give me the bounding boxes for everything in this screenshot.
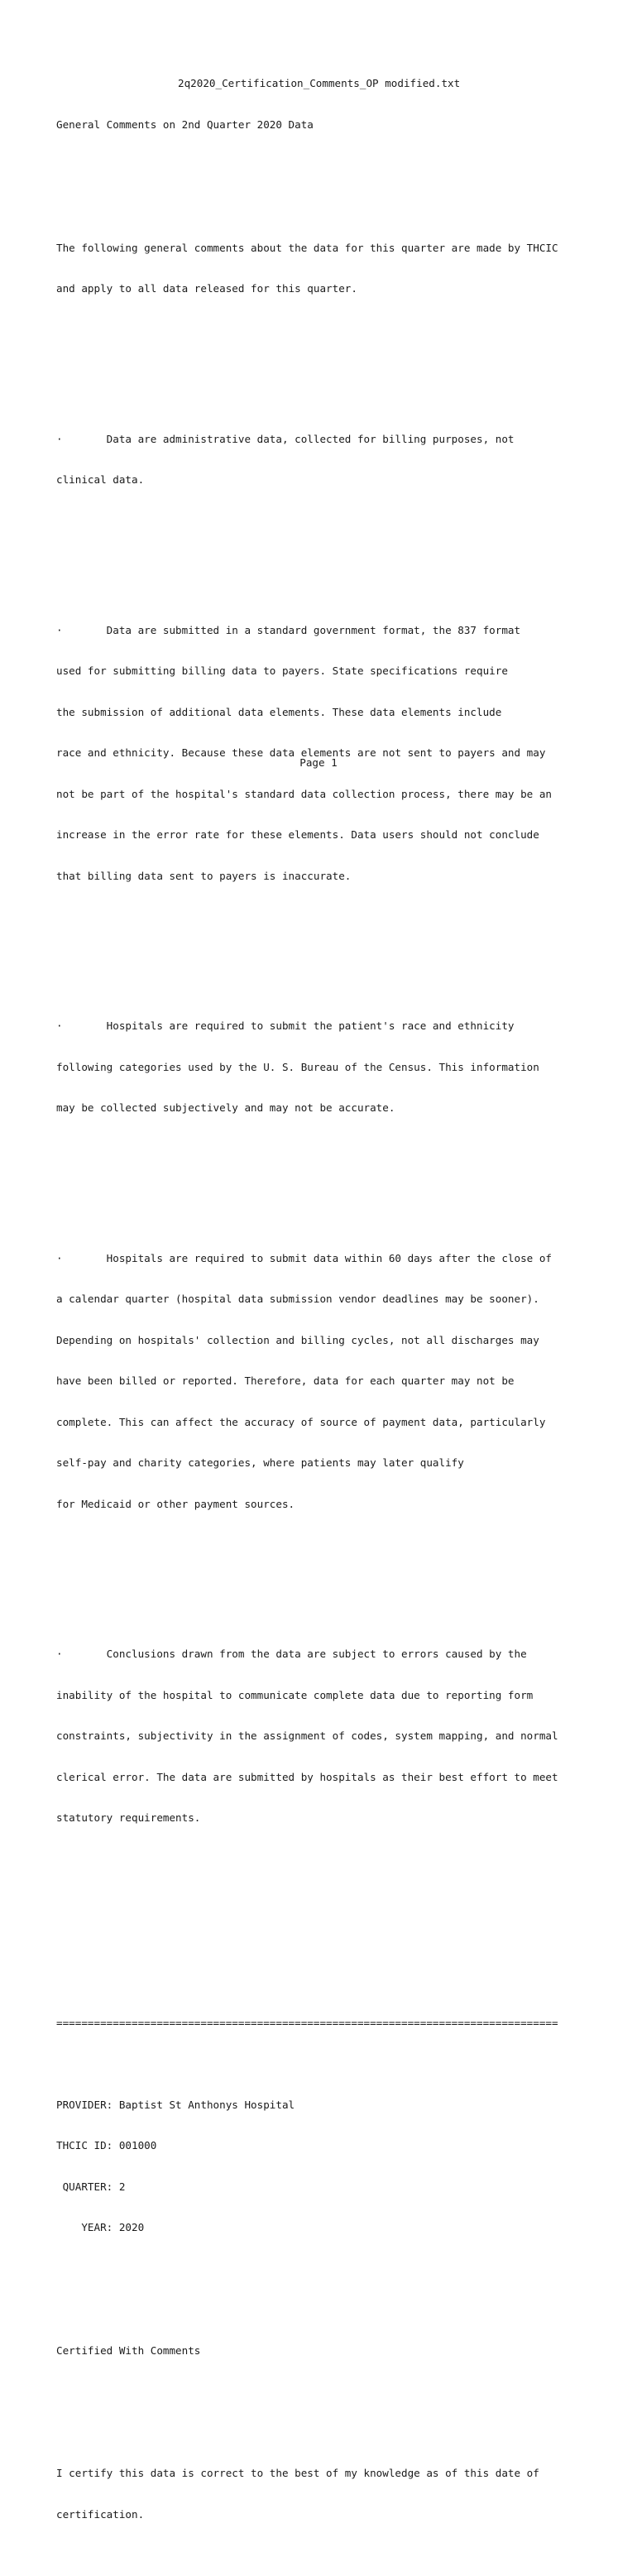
bullet-paragraph [56, 1225, 619, 1539]
text-line: and apply to all data released for this quarter. [56, 282, 357, 295]
document-title: 2q2020_Certification_Comments_OP modified.txt [178, 77, 461, 89]
bullet-paragraph [56, 405, 619, 515]
page-number: Page 1 [299, 756, 338, 769]
text-line: following categories used by the U. S. Bureau of the Census. This information [56, 1060, 539, 1073]
text-line: · Hospitals are required to submit the patient's race and ethnicity [56, 1019, 515, 1032]
bullet-paragraph [56, 992, 619, 1143]
blank-line [56, 1170, 619, 1184]
text-line: certification. [56, 2507, 145, 2521]
blank-line [56, 1566, 619, 1580]
text-line: increase in the error rate for these elements. Data users should not conclude [56, 828, 539, 841]
provider-name: PROVIDER: Baptist St Anthonys Hospital [56, 2098, 295, 2111]
text-line: · Conclusions drawn from the data are subject to errors caused by the [56, 1648, 527, 1660]
year-value: YEAR: 2020 [56, 2221, 145, 2233]
text-line: self-pay and charity categories, where patients may later qualify [56, 1456, 464, 1469]
blank-line [56, 542, 619, 556]
text-line: used for submitting billing data to payers. State specifications require [56, 664, 508, 677]
text-line: I certify this data is correct to the best of my knowledge as of this date of [56, 2467, 539, 2479]
intro-paragraph [56, 214, 619, 324]
text-line: The following general comments about the data for this quarter are made by THCIC [56, 241, 558, 254]
certification-statement [56, 2439, 619, 2549]
blank-line [56, 1921, 619, 1935]
document-body [56, 91, 619, 2576]
provider-block [56, 2071, 619, 2262]
text-line: not be part of the hospital's standard data collection process, there may be an [56, 787, 552, 800]
text-line: · Hospitals are required to submit data within 60 days after the close of [56, 1251, 552, 1264]
text-line: inability of the hospital to communicate complete data due to reporting form [56, 1688, 534, 1701]
text-line: may be collected subjectively and may not be accurate. [56, 1101, 395, 1114]
certification-status: Certified With Comments [56, 2343, 201, 2357]
text-line: complete. This can affect the accuracy of source of payment data, particularly [56, 1415, 546, 1428]
text-line: constraints, subjectivity in the assignment of codes, system mapping, and normal [56, 1729, 558, 1742]
blank-line [56, 351, 619, 365]
blank-line [56, 938, 619, 952]
text-line: Depending on hospitals' collection and billing cycles, not all discharges may [56, 1333, 539, 1346]
text-line: the submission of additional data elements. These data elements include [56, 705, 502, 718]
text-line: statutory requirements. [56, 1811, 201, 1824]
text-line: race and ethnicity. Because these data elements are not sent to payers and may [56, 746, 546, 759]
text-line: that billing data sent to payers is inaccurate. [56, 869, 352, 882]
text-line: a calendar quarter (hospital data submission vendor deadlines may be sooner). [56, 1293, 539, 1305]
section-heading: General Comments on 2nd Quarter 2020 Data [56, 118, 314, 131]
blank-line [56, 1962, 619, 1976]
text-line: have been billed or reported. Therefore, data for each quarter may not be [56, 1374, 515, 1387]
separator-line: ================================================================================ [56, 2016, 558, 2029]
text-line: clinical data. [56, 473, 145, 486]
blank-line [56, 1880, 619, 1894]
bullet-paragraph [56, 1620, 619, 1853]
text-line: · Data are submitted in a standard government format, the 837 format [56, 623, 521, 636]
blank-line [56, 160, 619, 174]
thcic-id: THCIC ID: 001000 [56, 2139, 157, 2151]
text-line: for Medicaid or other payment sources. [56, 1497, 295, 1510]
quarter-value: QUARTER: 2 [56, 2180, 126, 2193]
text-line: · Data are administrative data, collected for billing purposes, not [56, 432, 515, 445]
text-line: clerical error. The data are submitted by hospitals as their best effort to meet [56, 1770, 558, 1783]
bullet-paragraph [56, 597, 619, 911]
blank-line [56, 2385, 619, 2399]
blank-line [56, 2290, 619, 2304]
